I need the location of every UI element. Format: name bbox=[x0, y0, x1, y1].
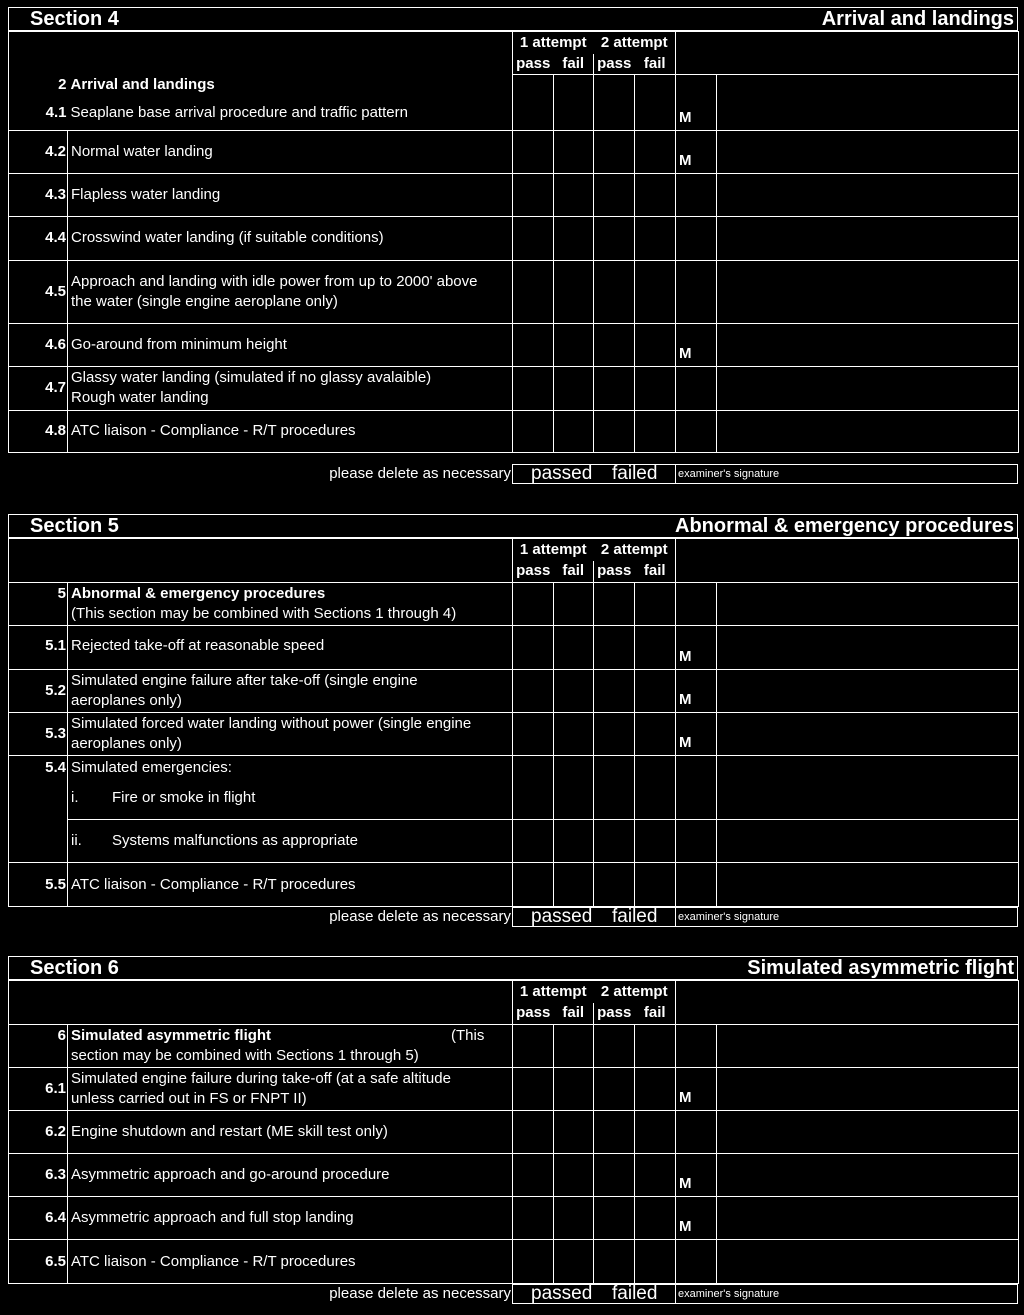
pass-cell[interactable] bbox=[594, 1111, 635, 1154]
item-number: 6.4 bbox=[9, 1197, 68, 1240]
comments-cell[interactable] bbox=[717, 74, 1019, 130]
fail-cell[interactable] bbox=[554, 1111, 594, 1154]
fail-cell[interactable] bbox=[554, 130, 594, 173]
sub-item-number: ii. bbox=[71, 832, 82, 849]
fail-cell[interactable] bbox=[554, 173, 594, 216]
item-text-line: unless carried out in FS or FNPT II) bbox=[71, 1090, 307, 1107]
pass-cell[interactable] bbox=[513, 1197, 554, 1240]
mark-cell bbox=[676, 583, 717, 626]
fail-cell[interactable] bbox=[554, 216, 594, 260]
pass-cell[interactable] bbox=[513, 1111, 554, 1154]
item-number: 4.2 bbox=[9, 130, 68, 173]
pass-cell[interactable] bbox=[594, 670, 635, 713]
item-text bbox=[68, 756, 513, 820]
mark-cell bbox=[676, 366, 717, 410]
pass-cell[interactable] bbox=[513, 820, 554, 863]
item-text-line: Simulated forced water landing without power (single engine bbox=[71, 715, 472, 732]
fail-header: fail bbox=[554, 1003, 594, 1025]
attempt-2-header: 2 attempt bbox=[594, 981, 676, 1003]
mark-cell bbox=[676, 410, 717, 452]
item-text: Normal water landing bbox=[68, 130, 513, 173]
sub-item-text: Systems malfunctions as appropriate bbox=[112, 832, 358, 849]
section-title: Arrival and landings bbox=[821, 8, 1014, 30]
comments-cell[interactable] bbox=[717, 670, 1019, 713]
item-heading bbox=[68, 583, 513, 626]
item-heading: Arrival and landings bbox=[68, 74, 513, 96]
item-text: Rejected take-off at reasonable speed bbox=[68, 626, 513, 670]
mandatory-mark: M bbox=[676, 323, 717, 366]
fail-cell[interactable] bbox=[635, 173, 676, 216]
comments-cell[interactable] bbox=[717, 130, 1019, 173]
fail-cell[interactable] bbox=[554, 670, 594, 713]
section-footer bbox=[8, 907, 1018, 927]
delete-note: please delete as necessary bbox=[329, 908, 511, 925]
checklist-table bbox=[8, 31, 1019, 453]
comments-cell[interactable] bbox=[717, 410, 1019, 452]
sub-item-number: i. bbox=[71, 789, 79, 806]
item-number: 5.5 bbox=[9, 863, 68, 907]
item-text-line: aeroplanes only) bbox=[71, 692, 182, 709]
item-text: Engine shutdown and restart (ME skill test only) bbox=[68, 1111, 513, 1154]
heading-text: Abnormal & emergency procedures bbox=[71, 585, 326, 602]
pass-cell[interactable] bbox=[513, 130, 554, 173]
mandatory-mark: M bbox=[676, 626, 717, 670]
section-header bbox=[8, 7, 1018, 31]
pass-cell[interactable] bbox=[594, 74, 635, 130]
item-number: 5.4 bbox=[9, 756, 68, 820]
pass-cell[interactable] bbox=[594, 626, 635, 670]
examiner-signature[interactable]: examiner's signature bbox=[675, 907, 1018, 927]
pass-cell[interactable] bbox=[594, 1154, 635, 1197]
comments-cell[interactable] bbox=[717, 1111, 1019, 1154]
item-number: 4.6 bbox=[9, 323, 68, 366]
fail-cell[interactable] bbox=[554, 756, 594, 820]
item-text: Crosswind water landing (if suitable conditions) bbox=[68, 216, 513, 260]
result-box[interactable] bbox=[512, 907, 676, 927]
item-text-line: the water (single engine aeroplane only) bbox=[71, 292, 338, 310]
fail-cell[interactable] bbox=[635, 260, 676, 323]
item-text bbox=[68, 670, 513, 713]
comments-cell[interactable] bbox=[717, 173, 1019, 216]
fail-cell[interactable] bbox=[554, 1240, 594, 1284]
item-heading bbox=[68, 1025, 513, 1068]
item-number: 5.3 bbox=[9, 713, 68, 756]
fail-header: fail bbox=[554, 561, 594, 583]
item-number: 6.5 bbox=[9, 1240, 68, 1284]
passed-option[interactable]: passed bbox=[531, 463, 593, 484]
item-text-line: Glassy water landing (simulated if no glassy avalaible) bbox=[71, 369, 432, 386]
item-text: Go-around from minimum height bbox=[68, 323, 513, 366]
pass-cell[interactable] bbox=[513, 366, 554, 410]
comments-cell[interactable] bbox=[717, 260, 1019, 323]
item-text: Seaplane base arrival procedure and traffic pattern bbox=[68, 96, 513, 130]
comments-cell[interactable] bbox=[717, 216, 1019, 260]
pass-cell[interactable] bbox=[513, 216, 554, 260]
pass-cell[interactable] bbox=[594, 323, 635, 366]
pass-cell[interactable] bbox=[513, 173, 554, 216]
fail-cell[interactable] bbox=[554, 74, 594, 130]
pass-header: pass bbox=[594, 54, 635, 75]
comments-cell[interactable] bbox=[717, 1197, 1019, 1240]
item-text-line: Rough water landing bbox=[71, 389, 209, 406]
fail-cell[interactable] bbox=[554, 410, 594, 452]
pass-cell[interactable] bbox=[594, 1068, 635, 1111]
fail-cell[interactable] bbox=[635, 1240, 676, 1284]
mandatory-mark: M bbox=[676, 1068, 717, 1111]
attempt-1-header: 1 attempt bbox=[513, 539, 594, 561]
pass-cell[interactable] bbox=[513, 626, 554, 670]
mark-cell bbox=[676, 863, 717, 907]
pass-cell[interactable] bbox=[513, 1154, 554, 1197]
pass-header: pass bbox=[594, 561, 635, 583]
heading-text: Simulated asymmetric flight bbox=[71, 1027, 272, 1044]
item-number: 5.1 bbox=[9, 626, 68, 670]
sub-item-text: Fire or smoke in flight bbox=[112, 789, 256, 806]
item-number: 6.2 bbox=[9, 1111, 68, 1154]
mark-cell bbox=[676, 1025, 717, 1068]
fail-cell[interactable] bbox=[554, 820, 594, 863]
passed-option[interactable]: passed bbox=[531, 1283, 593, 1304]
comments-cell[interactable] bbox=[717, 1025, 1019, 1068]
fail-cell[interactable] bbox=[635, 1154, 676, 1197]
section-header bbox=[8, 514, 1018, 538]
pass-cell[interactable] bbox=[594, 260, 635, 323]
heading-subtext: section may be combined with Sections 1 through 5) bbox=[71, 1047, 419, 1064]
checklist-table bbox=[8, 538, 1019, 907]
pass-cell[interactable] bbox=[513, 260, 554, 323]
item-number: 4.4 bbox=[9, 216, 68, 260]
item-number: 4.5 bbox=[9, 260, 68, 323]
pass-cell[interactable] bbox=[594, 410, 635, 452]
fail-cell[interactable] bbox=[554, 366, 594, 410]
section-title: Abnormal & emergency procedures bbox=[675, 515, 1014, 537]
fail-header: fail bbox=[635, 1003, 676, 1025]
pass-cell[interactable] bbox=[513, 410, 554, 452]
passed-option[interactable]: passed bbox=[531, 906, 593, 927]
item-text bbox=[68, 366, 513, 410]
pass-cell[interactable] bbox=[594, 130, 635, 173]
item-number: 5 bbox=[9, 583, 68, 626]
failed-option[interactable]: failed bbox=[612, 906, 658, 927]
item-text-line: Simulated emergencies: bbox=[71, 759, 232, 776]
item-text bbox=[68, 713, 513, 756]
fail-cell[interactable] bbox=[635, 756, 676, 820]
delete-note: please delete as necessary bbox=[329, 465, 511, 482]
item-number: 2 bbox=[9, 74, 68, 96]
fail-cell[interactable] bbox=[635, 713, 676, 756]
fail-cell[interactable] bbox=[635, 670, 676, 713]
fail-cell[interactable] bbox=[635, 216, 676, 260]
item-text: Asymmetric approach and full stop landing bbox=[68, 1197, 513, 1240]
section-label: Section 6 bbox=[30, 957, 119, 979]
item-number: 6.3 bbox=[9, 1154, 68, 1197]
mark-cell bbox=[676, 216, 717, 260]
pass-cell[interactable] bbox=[513, 1025, 554, 1068]
item-number: 6.1 bbox=[9, 1068, 68, 1111]
heading-aside: (This bbox=[451, 1027, 485, 1044]
pass-cell[interactable] bbox=[594, 216, 635, 260]
fail-cell[interactable] bbox=[635, 626, 676, 670]
fail-header: fail bbox=[554, 54, 594, 75]
mandatory-mark: M bbox=[676, 130, 717, 173]
pass-cell[interactable] bbox=[594, 820, 635, 863]
fail-cell[interactable] bbox=[635, 323, 676, 366]
mark-cell bbox=[676, 820, 717, 863]
sub-item bbox=[71, 788, 512, 808]
comments-cell[interactable] bbox=[717, 1154, 1019, 1197]
comments-cell[interactable] bbox=[717, 366, 1019, 410]
section-footer bbox=[8, 464, 1018, 484]
fail-cell[interactable] bbox=[635, 820, 676, 863]
fail-cell[interactable] bbox=[635, 74, 676, 130]
comments-cell[interactable] bbox=[717, 1240, 1019, 1284]
fail-cell[interactable] bbox=[554, 863, 594, 907]
section-header bbox=[8, 956, 1018, 980]
pass-cell[interactable] bbox=[513, 74, 554, 130]
comments-cell[interactable] bbox=[717, 820, 1019, 863]
fail-header: fail bbox=[635, 561, 676, 583]
pass-cell[interactable] bbox=[594, 173, 635, 216]
fail-cell[interactable] bbox=[635, 410, 676, 452]
pass-cell[interactable] bbox=[594, 863, 635, 907]
pass-cell[interactable] bbox=[594, 713, 635, 756]
result-box[interactable] bbox=[512, 1284, 676, 1304]
comments-cell[interactable] bbox=[717, 323, 1019, 366]
sub-item bbox=[71, 831, 512, 851]
fail-cell[interactable] bbox=[635, 1197, 676, 1240]
examiner-signature[interactable]: examiner's signature bbox=[675, 1284, 1018, 1304]
fail-cell[interactable] bbox=[635, 1111, 676, 1154]
attempt-1-header: 1 attempt bbox=[513, 32, 594, 54]
item-number: 4.8 bbox=[9, 410, 68, 452]
pass-cell[interactable] bbox=[594, 1240, 635, 1284]
pass-header: pass bbox=[513, 561, 554, 583]
pass-cell[interactable] bbox=[513, 670, 554, 713]
mandatory-mark: M bbox=[676, 713, 717, 756]
item-text-line: aeroplanes only) bbox=[71, 735, 182, 752]
comments-cell[interactable] bbox=[717, 713, 1019, 756]
section-5 bbox=[8, 514, 1018, 930]
pass-cell[interactable] bbox=[594, 1197, 635, 1240]
section-footer bbox=[8, 1284, 1018, 1304]
fail-cell[interactable] bbox=[635, 583, 676, 626]
item-number: 4.3 bbox=[9, 173, 68, 216]
fail-cell[interactable] bbox=[554, 260, 594, 323]
pass-header: pass bbox=[513, 1003, 554, 1025]
section-label: Section 4 bbox=[30, 8, 119, 30]
mark-cell bbox=[676, 260, 717, 323]
pass-cell[interactable] bbox=[513, 1240, 554, 1284]
mark-cell bbox=[676, 1111, 717, 1154]
delete-note: please delete as necessary bbox=[329, 1285, 511, 1302]
pass-header: pass bbox=[513, 54, 554, 75]
item-text: Asymmetric approach and go-around procedure bbox=[68, 1154, 513, 1197]
pass-header: pass bbox=[594, 1003, 635, 1025]
item-text-line: Simulated engine failure after take-off (single engine bbox=[71, 672, 418, 689]
section-label: Section 5 bbox=[30, 515, 119, 537]
item-number: 5.2 bbox=[9, 670, 68, 713]
fail-cell[interactable] bbox=[554, 626, 594, 670]
pass-cell[interactable] bbox=[513, 713, 554, 756]
examiner-signature[interactable]: examiner's signature bbox=[675, 464, 1018, 484]
item-text: Flapless water landing bbox=[68, 173, 513, 216]
item-text: ATC liaison - Compliance - R/T procedures bbox=[68, 863, 513, 907]
pass-cell[interactable] bbox=[594, 366, 635, 410]
item-text bbox=[68, 820, 513, 863]
section-title: Simulated asymmetric flight bbox=[747, 957, 1014, 979]
fail-cell[interactable] bbox=[554, 713, 594, 756]
failed-option[interactable]: failed bbox=[612, 1283, 658, 1304]
pass-cell[interactable] bbox=[594, 583, 635, 626]
fail-cell[interactable] bbox=[635, 130, 676, 173]
comments-cell[interactable] bbox=[717, 1068, 1019, 1111]
mandatory-mark: M bbox=[676, 1197, 717, 1240]
item-text: ATC liaison - Compliance - R/T procedures bbox=[68, 1240, 513, 1284]
heading-subtext: (This section may be combined with Sections 1 through 4) bbox=[71, 605, 457, 622]
fail-cell[interactable] bbox=[635, 863, 676, 907]
result-box[interactable] bbox=[512, 464, 676, 484]
mark-cell bbox=[676, 1240, 717, 1284]
fail-cell[interactable] bbox=[554, 583, 594, 626]
mark-cell bbox=[676, 756, 717, 820]
pass-cell[interactable] bbox=[513, 583, 554, 626]
item-text: ATC liaison - Compliance - R/T procedures bbox=[68, 410, 513, 452]
mark-cell bbox=[676, 173, 717, 216]
fail-header: fail bbox=[635, 54, 676, 75]
fail-cell[interactable] bbox=[554, 1154, 594, 1197]
fail-cell[interactable] bbox=[635, 1025, 676, 1068]
item-text bbox=[68, 260, 513, 323]
attempt-1-header: 1 attempt bbox=[513, 981, 594, 1003]
pass-cell[interactable] bbox=[594, 1025, 635, 1068]
item-text-line: Approach and landing with idle power from up to 2000' above bbox=[71, 272, 478, 290]
comments-cell[interactable] bbox=[717, 756, 1019, 820]
mandatory-mark: M bbox=[676, 1154, 717, 1197]
fail-cell[interactable] bbox=[635, 1068, 676, 1111]
fail-cell[interactable] bbox=[635, 366, 676, 410]
pass-cell[interactable] bbox=[513, 863, 554, 907]
fail-cell[interactable] bbox=[554, 1197, 594, 1240]
failed-option[interactable]: failed bbox=[612, 463, 658, 484]
item-number: 4.7 bbox=[9, 366, 68, 410]
mandatory-mark: M bbox=[676, 74, 717, 130]
pass-cell[interactable] bbox=[513, 756, 554, 820]
comments-cell[interactable] bbox=[717, 863, 1019, 907]
item-number: 6 bbox=[9, 1025, 68, 1068]
pass-cell[interactable] bbox=[513, 323, 554, 366]
fail-cell[interactable] bbox=[554, 323, 594, 366]
pass-cell[interactable] bbox=[594, 756, 635, 820]
section-4 bbox=[8, 7, 1018, 487]
pass-cell[interactable] bbox=[513, 1068, 554, 1111]
attempt-2-header: 2 attempt bbox=[594, 32, 676, 54]
fail-cell[interactable] bbox=[554, 1025, 594, 1068]
comments-cell[interactable] bbox=[717, 626, 1019, 670]
comments-cell[interactable] bbox=[717, 583, 1019, 626]
fail-cell[interactable] bbox=[554, 1068, 594, 1111]
item-text-line: Simulated engine failure during take-off (at a safe altitude bbox=[71, 1070, 451, 1087]
checklist-table bbox=[8, 980, 1019, 1284]
item-number: 4.1 bbox=[9, 96, 68, 130]
section-6 bbox=[8, 956, 1018, 1306]
mandatory-mark: M bbox=[676, 670, 717, 713]
attempt-2-header: 2 attempt bbox=[594, 539, 676, 561]
item-text bbox=[68, 1068, 513, 1111]
